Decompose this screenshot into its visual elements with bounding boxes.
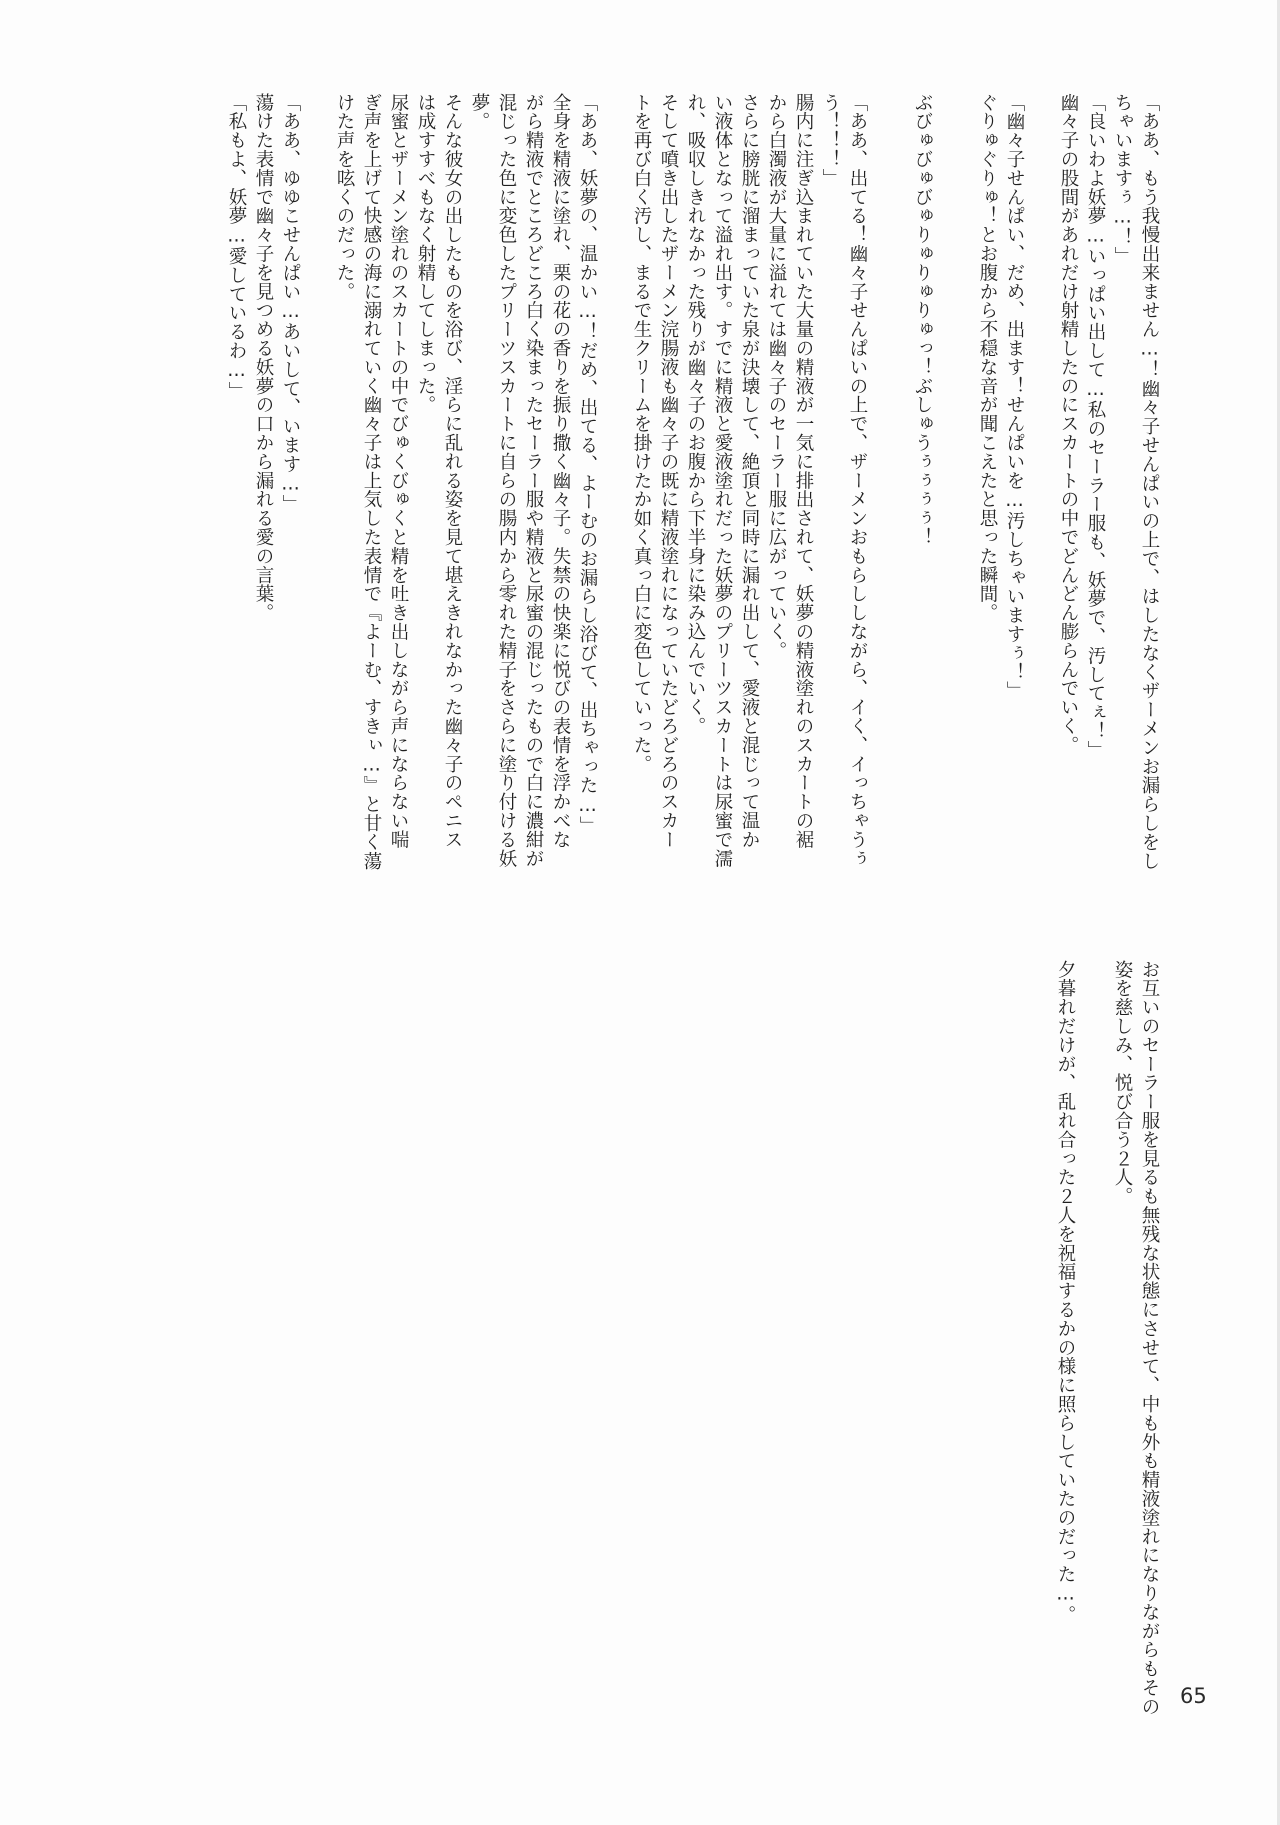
text-column: 幽々子の股間があれだけ射精したのにスカートの中でどんどん膨らんでいく。 (1058, 93, 1079, 755)
text-column: 「良いわよ妖夢…いっぱい出して…私のセーラー服も、妖夢で、汚してぇ！」 (1085, 93, 1106, 760)
text-column: 姿を慈しみ、悦び合う２人。 (1112, 960, 1133, 1206)
text-column: トを再び白く汚し、まるで生クリームを掛けたか如く真っ白に変色していった。 (631, 93, 652, 774)
text-column: そんな彼女の出したものを浴び、淫らに乱れる姿を見て堪えきれなかった幽々子のペニス (442, 93, 463, 849)
text-column: ちゃいますぅ…！」 (1112, 93, 1133, 266)
text-column: い液体となって溢れ出す。すでに精液と愛液塗れだった妖夢のプリーツスカートは尿蜜で濡 (712, 93, 733, 868)
text-column: お互いのセーラー服を見るも無残な状態にさせて、中も外も精液塗れになりながらもその (1139, 960, 1160, 1716)
text-column: 尿蜜とザーメン塗れのスカートの中でびゅくびゅくと精を吐き出しながら声にならない喘 (388, 93, 409, 849)
text-column: ぐりゅぐりゅ！とお腹から不穏な音が聞こえたと思った瞬間。 (977, 93, 998, 623)
page-number: 65 (1180, 1684, 1207, 1708)
text-column: 夢。 (469, 93, 490, 131)
text-column: ぎ声を上げて快感の海に溺れていく幽々子は上気した表情で『よーむ、すきぃ…』と甘く蕩 (361, 93, 382, 871)
text-column: けた声を呟くのだった。 (334, 93, 355, 301)
text-column: 「ああ、出てる！幽々子せんぱいの上で、ザーメンおもらししながら、イく、イっちゃうぅ (847, 93, 868, 868)
text-column: そして噴き出したザーメン浣腸液も幽々子の既に精液塗れになっていたどろどろのスカー (658, 93, 679, 849)
text-column: 夕暮れだけが、乱れ合った２人を祝福するかの様に照らしていたのだった…。 (1055, 960, 1076, 1624)
text-column: れ、吸収しきれなかった残りが幽々子のお腹から下半身に染み込んでいく。 (685, 93, 706, 736)
text-column: 全身を精液に塗れ、栗の花の香りを振り撒く幽々子。失禁の快楽に悦びの表情を浮かべな (550, 93, 571, 849)
text-column: がら精液でところどころ白く染まったセーラー服や精液と尿蜜の混じったもので白に濃紺が (523, 93, 544, 868)
text-column: 「私もよ、妖夢…愛しているわ…」 (226, 93, 247, 401)
text-column: 「ああ、妖夢の、温かい…！だめ、出てる、よーむのお漏らし浴びて、出ちゃった…」 (577, 93, 598, 836)
text-column: ぶびゅびゅびゅりゅりゅりゅっ！ぶしゅうぅぅぅぅ！ (912, 93, 933, 547)
text-column: う！！！」 (820, 93, 841, 188)
text-column: 「ああ、もう我慢出来ません…！幽々子せんぱいの上で、はしたなくザーメンお漏らしをし (1139, 93, 1160, 871)
text-column: 混じった色に変色したプリーツスカートに自らの腸内から零れた精子をさらに塗り付ける妖 (496, 93, 517, 868)
text-column: から白濁液が大量に溢れては幽々子のセーラー服に広がっていく。 (766, 93, 787, 660)
text-column: 「ああ、ゆゆこせんぱい…あいして、います…」 (280, 93, 301, 514)
text-column: さらに膀胱に溜まっていた泉が決壊して、絶頂と同時に漏れ出して、愛液と混じって温か (739, 93, 760, 849)
text-column: は成すすべもなく射精してしまった。 (415, 93, 436, 415)
text-column: 腸内に注ぎ込まれていた大量の精液が一気に排出されて、妖夢の精液塗れのスカートの裾 (793, 93, 814, 849)
text-column: 「幽々子せんぱい、だめ、出ます！せんぱいを…汚しちゃいますぅ！」 (1004, 93, 1025, 701)
text-column: 蕩けた表情で幽々子を見つめる妖夢の口から漏れる愛の言葉。 (253, 93, 274, 623)
